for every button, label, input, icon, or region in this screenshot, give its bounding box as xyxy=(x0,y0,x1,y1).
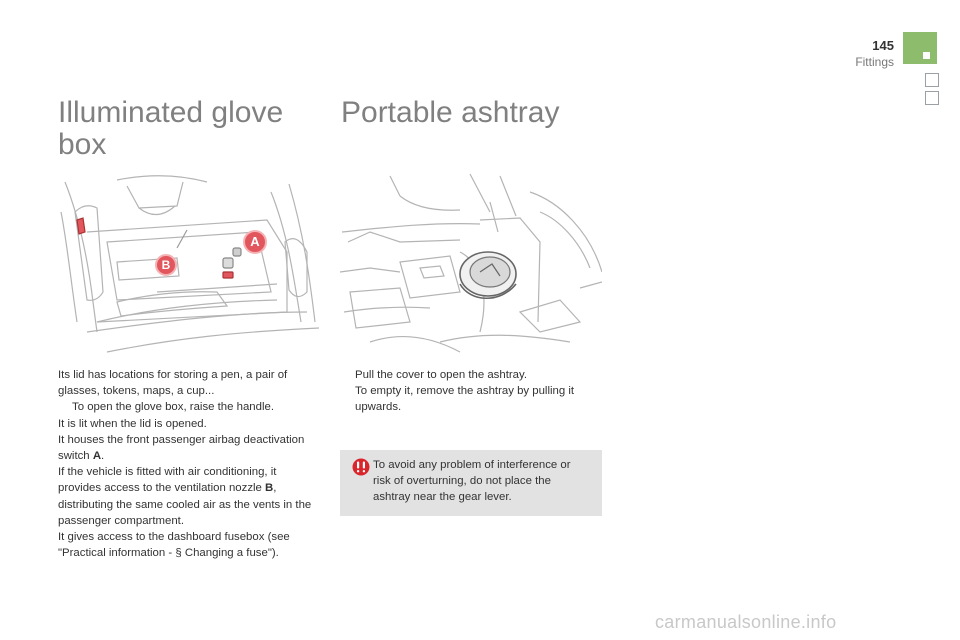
section-tab-active[interactable] xyxy=(903,32,937,64)
ashtray-bullet xyxy=(341,367,603,383)
callout-a: A xyxy=(243,230,267,254)
bullet-symbol xyxy=(341,367,355,383)
ashtray-bullet xyxy=(341,383,603,415)
glove-box-description xyxy=(58,367,320,561)
glove-box-title: Illuminated glove box xyxy=(58,96,284,161)
tab-marker xyxy=(923,52,930,59)
ashtray-bullet-text: To empty it, remove the ashtray by pulling it upwards. xyxy=(355,385,575,414)
section-tab[interactable] xyxy=(925,91,939,105)
glove-box-intro: Its lid has locations for storing a pen, a pair of glasses, tokens, maps, a cup... xyxy=(58,369,288,398)
aircon-end: , distributing the same cooled air as the vents in the passenger compartment. xyxy=(58,482,312,527)
glove-box-illustration xyxy=(57,172,319,358)
section-tab[interactable] xyxy=(925,73,939,87)
glove-box-aircon xyxy=(58,464,320,529)
warning-text: To avoid any problem of interference or risk of overturning, do not place the ashtray near the gear lever. xyxy=(373,459,571,504)
warning-box xyxy=(340,450,602,516)
bullet-symbol xyxy=(341,383,355,415)
aircon-ref: B xyxy=(265,482,274,495)
glove-box-lit: It is lit when the lid is opened. xyxy=(58,417,207,430)
ashtray-illustration xyxy=(340,172,602,358)
glove-box-airbag xyxy=(58,432,320,464)
airbag-text: It houses the front passenger airbag deactivation switch xyxy=(58,433,305,463)
airbag-end: . xyxy=(101,450,105,463)
callout-b: B xyxy=(155,254,177,276)
glove-box-fusebox: It gives access to the dashboard fusebox (see "Practical information - § Changing a fuse"). xyxy=(58,531,290,560)
airbag-ref: A xyxy=(92,450,102,463)
ashtray-bullet-text: Pull the cover to open the ashtray. xyxy=(355,369,528,381)
glove-box-open-instruction: To open the glove box, raise the handle. xyxy=(72,401,275,414)
watermark: carmanualsonline.info xyxy=(655,612,837,632)
ashtray-instructions xyxy=(341,367,603,416)
glove-box-bullet xyxy=(58,399,320,415)
bullet-symbol xyxy=(58,399,72,415)
aircon-text: If the vehicle is fitted with air conditioning, it provides access to the ventilation nozzle xyxy=(58,466,277,495)
section-name: Fittings xyxy=(855,55,894,69)
ashtray-title: Portable ashtray xyxy=(341,96,560,129)
warning-icon xyxy=(352,458,370,476)
page-number: 145 xyxy=(872,38,894,53)
